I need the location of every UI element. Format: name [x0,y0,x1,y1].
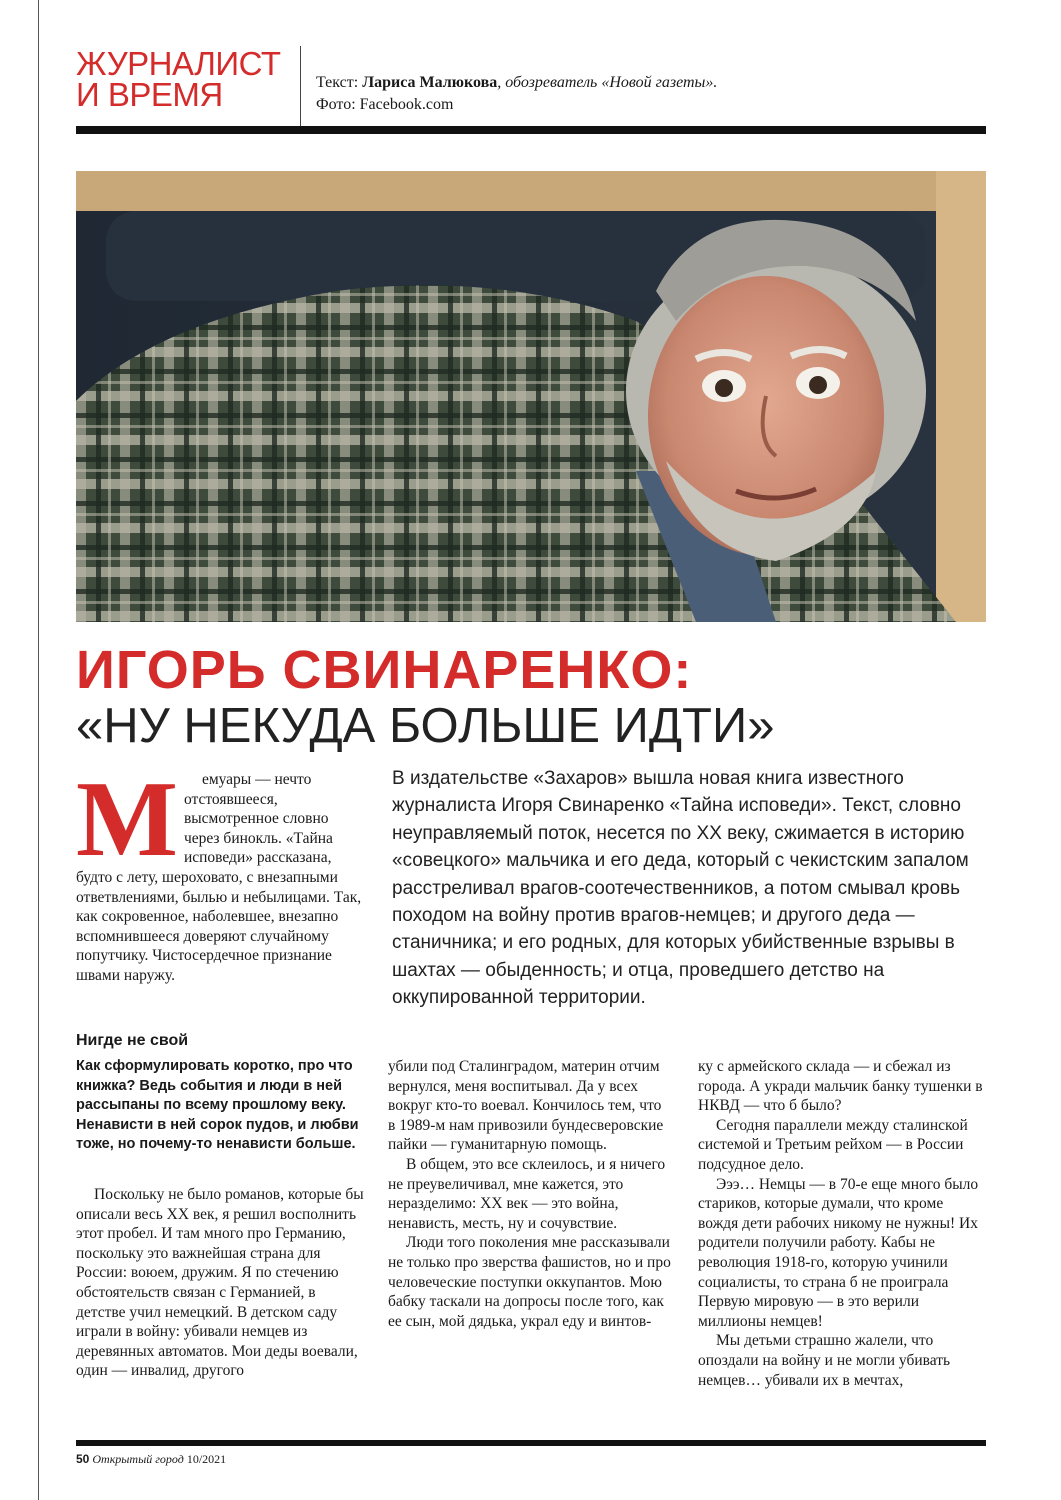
author-name: Лариса Малюкова [362,74,498,91]
intro-paragraph: емуары — нечто отстоявшееся, высмотренное словно через бинокль. «Тайна исповеди» рассказана, будто с лету, шероховато, с внезапными ответвлениями, былью и небылицами. Так, как сокровенное, наболевшее, внезапно вспомнившееся доверяют случайному попутчику. Чистосердечное признание швами наружу. [76,771,362,984]
column-1 [76,1185,366,1381]
column-2 [388,1057,672,1331]
dropcap: М [76,760,178,879]
column-3-paragraph: ку с армейского склада — и сбежал из города. А укради мальчик банку тушенки в НКВД — что б было? [698,1058,983,1115]
bottom-rule [76,1440,986,1446]
top-rule [76,126,986,134]
page-margin-line [38,0,39,1500]
portrait-illustration [76,171,986,622]
column-2-paragraph: Люди того поколения мне рассказывали не только про зверства фашистов, но и про человеческие поступки оккупантов. Мою бабку таскали на допросы после того, как ее сын, мой дядька, украл еду и винтов- [388,1234,671,1330]
photo-credit: Фото: Facebook.com [316,96,454,113]
portrait-photo [76,171,986,622]
headline-quote: «НУ НЕКУДА БОЛЬШЕ ИДТИ» [76,699,775,753]
page-footer [76,1452,226,1467]
column-3-paragraph: Эээ… Немцы — в 70-е еще много было стариков, которые думали, что кроме вождя дети рабочих никому не нужны! Их родители получили работу. Кабы не революция 1918-го, которую учинили социалисты, то страна б не проиграла Первую мировую — в это верили миллионы немцев! [698,1175,979,1330]
rubric-line-1: ЖУРНАЛИСТ [76,45,281,82]
interview-question: Как сформулировать коротко, про что книжка? Ведь события и люди в ней рассыпаны по всему прошлому веку. Ненависти в ней сорок пудов, и любви тоже, но почему-то ненависти больше. [76,1058,359,1153]
text-label: Текст: [316,74,363,91]
section-rubric [76,45,296,113]
column-2-paragraph: убили под Сталинградом, материн отчим вернулся, меня воспитывал. Да у всех вокруг кто-то воевал. Кончилось тем, что в 1989-м нам привозили бундесверовские пайки — гуманитарную помощь. [388,1058,664,1154]
lead-paragraph: В издательстве «Захаров» вышла новая книга известного журналиста Игоря Свинаренко «Тайна исповеди». Текст, словно неуправляемый поток, несется по XX веку, сжимается в историю «совецкого» мальчика и его деда, который с чекистским запалом расстреливал врагов-соотечественников, а потом смывал кровь походом на войну против врагов-немцев; и другого деда — станичника; и его родных, для которых убийственные взрывы в шахтах — обыденность; и отца, проведшего детство на оккупированной территории. [392,768,969,1009]
column-3-paragraph: Мы детьми страшно жалели, что опоздали на войну и не могли убивать немцев… убивали их в мечтах, [698,1332,951,1389]
column-3 [698,1057,986,1390]
author-credit [316,72,717,94]
column-3-paragraph: Сегодня параллели между сталинской системой и Третьим рейхом — в России подсудное дело. [698,1116,968,1173]
magazine-name: Открытый город [92,1452,184,1466]
rubric-divider [300,46,301,126]
credits [316,72,717,116]
author-role: , обозреватель «Новой газеты». [497,74,718,91]
rubric-line-2: И ВРЕМЯ [76,76,223,113]
intro-column [76,760,366,986]
headline-name: ИГОРЬ СВИНАРЕНКО: [76,640,693,700]
column-2-paragraph: В общем, это все склеилось, и я ничего не преувеличивал, мне кажется, это неразделимо: XX век — это война, ненависть, месть, ну и сочувствие. [388,1155,666,1232]
issue-number: 10/2021 [186,1452,227,1466]
subheading: Нигде не свой [76,1032,189,1049]
page-number: 50 [76,1452,90,1466]
column-1-paragraph: Поскольку не было романов, которые бы описали весь XX век, я решил восполнить этот пробел. И там много про Германию, поскольку это важнейшая страна для России: воюем, дружим. Я по стечению обстоятельств связан с Германией, в детстве учил немецкий. В детском саду играли в войну: убивали немцев из деревянных автоматов. Мои деды воевали, один — инвалид, другого [76,1186,364,1380]
